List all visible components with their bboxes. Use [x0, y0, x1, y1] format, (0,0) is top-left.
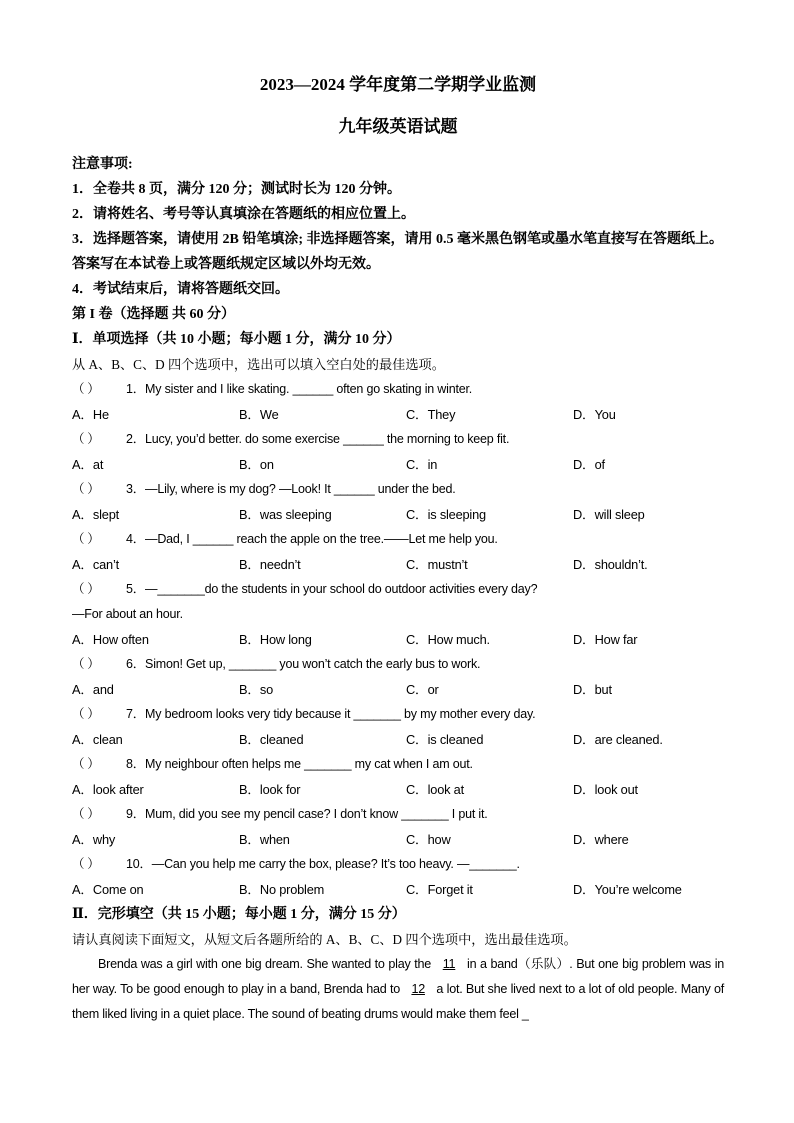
question-stem: [72, 527, 724, 552]
option-c: C．They: [406, 407, 456, 422]
part1-heading: 第 I 卷（选择题 共 60 分）: [72, 307, 235, 322]
option-a: A．Come on: [72, 882, 144, 897]
option-d: D．You’re welcome: [573, 882, 682, 897]
question-options: [72, 627, 724, 652]
option-a: A．and: [72, 682, 114, 697]
option-d: D．will sleep: [573, 507, 645, 522]
answer-paren: （ ）: [72, 657, 100, 671]
answer-paren: （ ）: [72, 757, 100, 771]
blank-12: 12: [411, 982, 425, 996]
question-options: [72, 677, 724, 702]
exam-subtitle: 九年级英语试题: [338, 117, 458, 136]
option-a: A．look after: [72, 782, 144, 797]
question-response: —For about an hour.: [72, 607, 183, 621]
question-text: 9．Mum, did you see my pencil case? I don’t know _______ I put it.: [126, 807, 488, 821]
question-stem: [72, 652, 724, 677]
passage-text: a lot. But she lived next to a lot of old people. Many of them liked living in a quiet place. The sound of beating drums would make them feel _: [72, 982, 724, 1021]
answer-paren: （ ）: [72, 582, 100, 596]
exam-title: 2023—2024 学年度第二学期学业监测: [259, 75, 537, 94]
question-options: [72, 452, 724, 477]
question-stem: [72, 477, 724, 502]
passage-text: Brenda was a girl with one big dream. She wanted to play the: [98, 957, 435, 971]
answer-paren: （ ）: [72, 857, 100, 871]
section2-instruction: 请认真阅读下面短文，从短文后各题所给的 A、B、C、D 四个选项中，选出最佳选项。: [72, 932, 577, 947]
option-c: C．or: [406, 682, 439, 697]
question-stem: [72, 702, 724, 727]
option-b: B．when: [239, 832, 290, 847]
option-c: C．is cleaned: [406, 732, 484, 747]
option-a: A．at: [72, 457, 104, 472]
notes-heading: 注意事项:: [72, 157, 133, 172]
option-d: D．How far: [573, 632, 638, 647]
option-a: A．slept: [72, 507, 119, 522]
option-b: B．so: [239, 682, 274, 697]
option-d: D．but: [573, 682, 612, 697]
option-c: C．mustn’t: [406, 557, 468, 572]
question-text: 4．—Dad, I ______ reach the apple on the tree.——Let me help you.: [126, 532, 498, 546]
option-b: B．look for: [239, 782, 301, 797]
option-b: B．How long: [239, 632, 312, 647]
option-b: B．needn’t: [239, 557, 301, 572]
question-options: [72, 402, 724, 427]
option-c: C．how: [406, 832, 451, 847]
passage-text: in a band（乐队）. But one big problem was in her way. To be good enough to play in a band, Brenda had to: [72, 957, 724, 996]
question-text: 10．—Can you help me carry the box, please? It’s too heavy. —_______.: [126, 857, 520, 871]
question-stem: [72, 377, 724, 402]
question-options: [72, 552, 724, 577]
question-text: 6．Simon! Get up, _______ you won’t catch the early bus to work.: [126, 657, 481, 671]
section1-heading: Ⅰ．单项选择（共 10 小题；每小题 1 分，满分 10 分）: [72, 332, 401, 347]
option-b: B．on: [239, 457, 274, 472]
option-a: A．How often: [72, 632, 149, 647]
option-a: A．why: [72, 832, 116, 847]
question-stem: [72, 852, 724, 877]
question-options: [72, 502, 724, 527]
answer-paren: （ ）: [72, 432, 100, 446]
answer-paren: （ ）: [72, 532, 100, 546]
option-c: C．is sleeping: [406, 507, 486, 522]
cloze-passage: [72, 952, 724, 1027]
option-d: D．You: [573, 407, 616, 422]
question-text: 3．—Lily, where is my dog? —Look! It ______ under the bed.: [126, 482, 456, 496]
note-item-1: 1．全卷共 8 页，满分 120 分；测试时长为 120 分钟。: [72, 182, 401, 197]
option-d: D．of: [573, 457, 605, 472]
exam-page: [72, 70, 724, 1027]
question-options: [72, 827, 724, 852]
question-stem: [72, 427, 724, 452]
section1-instruction: 从 A、B、C、D 四个选项中，选出可以填入空白处的最佳选项。: [72, 357, 445, 372]
option-b: B．cleaned: [239, 732, 304, 747]
blank-11: 11: [442, 957, 456, 971]
question-text: 1．My sister and I like skating. ______ often go skating in winter.: [126, 382, 473, 396]
option-d: D．shouldn’t.: [573, 557, 648, 572]
answer-paren: （ ）: [72, 482, 100, 496]
option-a: A．can’t: [72, 557, 119, 572]
answer-paren: （ ）: [72, 807, 100, 821]
section2-heading: Ⅱ．完形填空（共 15 小题；每小题 1 分，满分 15 分）: [72, 907, 406, 922]
question-text: 7．My bedroom looks very tidy because it _______ by my mother every day.: [126, 707, 536, 721]
question-options: [72, 777, 724, 802]
option-d: D．look out: [573, 782, 638, 797]
option-c: C．How much.: [406, 632, 490, 647]
option-b: B．We: [239, 407, 279, 422]
note-item-3: 3．选择题答案，请使用 2B 铅笔填涂; 非选择题答案，请用 0.5 毫米黑色钢笔或墨水笔直接写在答题纸上。答案写在本试卷上或答题纸规定区域以外均无效。: [72, 232, 723, 272]
option-a: A．He: [72, 407, 109, 422]
option-c: C．look at: [406, 782, 464, 797]
option-d: D．are cleaned.: [573, 732, 663, 747]
question-options: [72, 727, 724, 752]
note-item-4: 4．考试结束后，请将答题纸交回。: [72, 282, 289, 297]
option-c: C．Forget it: [406, 882, 473, 897]
question-text: 5．—_______do the students in your school do outdoor activities every day?: [126, 582, 538, 596]
answer-paren: （ ）: [72, 707, 100, 721]
question-stem: [72, 802, 724, 827]
option-b: B．was sleeping: [239, 507, 332, 522]
option-a: A．clean: [72, 732, 123, 747]
option-d: D．where: [573, 832, 629, 847]
note-item-2: 2．请将姓名、考号等认真填涂在答题纸的相应位置上。: [72, 207, 415, 222]
question-text: 8．My neighbour often helps me _______ my cat when I am out.: [126, 757, 473, 771]
question-stem: [72, 577, 724, 602]
option-b: B．No problem: [239, 882, 325, 897]
option-c: C．in: [406, 457, 438, 472]
question-options: [72, 877, 724, 902]
answer-paren: （ ）: [72, 382, 100, 396]
question-text: 2．Lucy, you’d better. do some exercise ______ the morning to keep fit.: [126, 432, 510, 446]
question-stem: [72, 752, 724, 777]
